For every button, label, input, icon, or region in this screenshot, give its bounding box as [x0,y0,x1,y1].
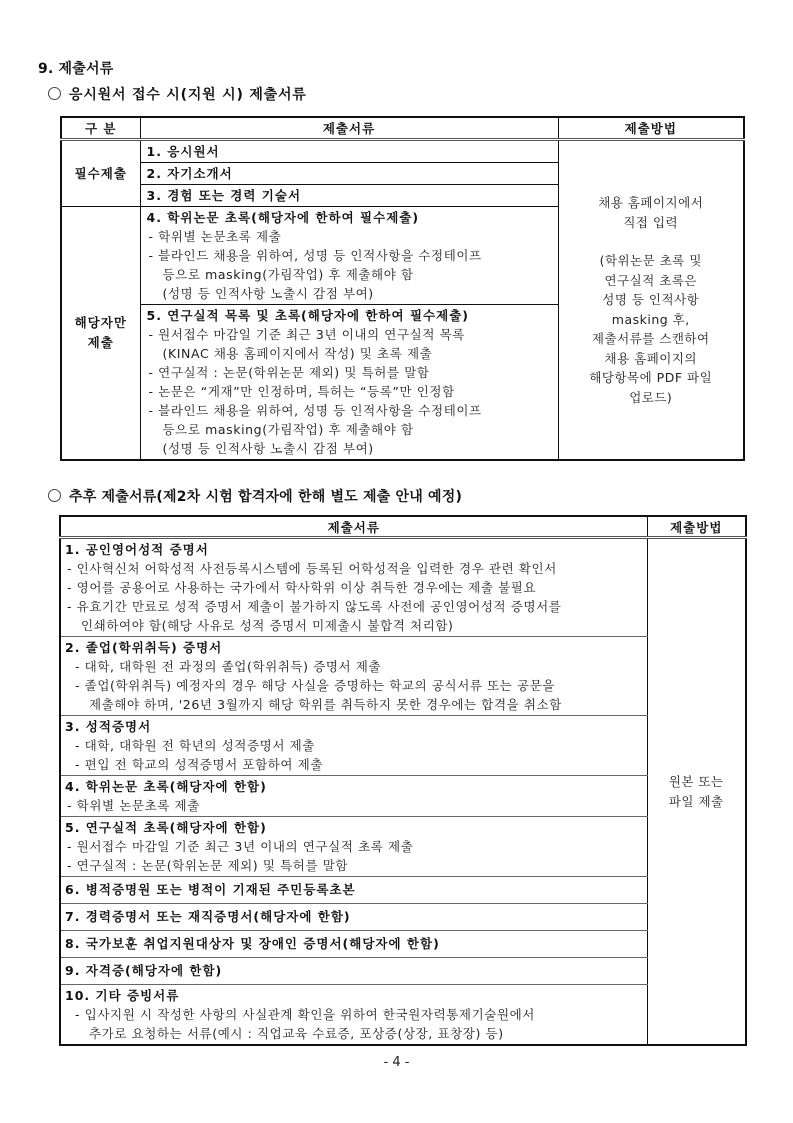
document-detail: - 학위별 논문초록 제출 [67,798,200,813]
document-title: 1. 응시원서 [146,144,220,159]
document-title: 10. 기타 증빙서류 [65,988,180,1003]
document-item [60,538,647,637]
submission-method [558,140,744,461]
circle-bullet-icon [48,87,61,100]
document-detail: 추가로 요청하는 서류(예시 : 직업교육 수료증, 포상증(상장, 표창장) 등) [89,1026,504,1041]
category-line: 해당자만 [74,315,127,330]
header-documents: 제출서류 [60,516,647,538]
method-line: 제출서류를 스캔하여 [591,331,710,346]
subsection-title: 응시원서 접수 시(지원 시) 제출서류 [69,87,307,103]
document-detail: - 영어를 공용어로 사용하는 국가에서 학사학위 이상 취득한 경우에는 제출 불필요 [67,580,537,595]
document-item [60,931,647,958]
table-row [60,904,746,931]
document-detail: - 블라인드 채용을 위하여, 성명 등 인적사항을 수정테이프 [148,248,482,263]
header-documents: 제출서류 [140,117,558,140]
header-category: 구 분 [61,117,140,140]
table-row [60,716,746,776]
document-title: 5. 연구실적 목록 및 초록(해당자에 한하여 필수제출) [146,308,469,323]
method-line: 파일 제출 [668,793,724,809]
document-item [60,637,647,716]
document-detail: - 블라인드 채용을 위하여, 성명 등 인적사항을 수정테이프 [148,403,482,418]
document-item [60,958,647,985]
document-item [60,904,647,931]
table-row [60,985,746,1046]
method-line: 성명 등 인적사항 [602,292,700,307]
submission-method [647,538,746,1046]
document-detail: (KINAC 채용 홈페이지에서 작성) 및 초록 제출 [162,346,433,361]
document-title: 4. 학위논문 초록(해당자에 한함) [65,779,267,794]
later-documents-table [59,515,747,1046]
document-detail: - 유효기간 만료로 성적 증명서 제출이 불가하지 않도록 사전에 공인영어성적 증명서를 [67,599,562,614]
category-line: 제출 [87,335,114,350]
document-detail: - 연구실적 : 논문(학위논문 제외) 및 특허를 말함 [148,365,430,380]
document-detail: 등으로 masking(가림작업) 후 제출해야 함 [162,422,414,437]
document-detail: - 편입 전 학교의 성적증명서 포함하여 제출 [75,757,324,772]
document-detail: 인쇄하여야 함(해당 사유로 성적 증명서 미제출시 불합격 처리함) [81,618,454,633]
document-item [140,305,558,461]
table-row [60,877,746,904]
circle-bullet-icon [48,489,61,502]
document-title: 3. 경험 또는 경력 기술서 [146,188,302,203]
subsection-heading-later [48,486,462,506]
document-item [60,985,647,1046]
document-detail: 제출해야 하며, '26년 3월까지 해당 학위를 취득하지 못한 경우에는 합격을 취소함 [89,697,562,712]
document-title: 5. 연구실적 초록(해당자에 한함) [65,820,267,835]
document-title: 1. 공인영어성적 증명서 [65,542,209,557]
category-required: 필수제출 [61,140,140,207]
table-row [60,776,746,817]
method-line: 업로드) [629,389,673,405]
header-method: 제출방법 [647,516,746,538]
document-item [60,817,647,877]
section-heading: 9. 제출서류 [38,61,114,77]
method-line: (학위논문 초록 및 [599,253,702,268]
method-line: 직접 입력 [623,214,679,230]
method-spacer [559,232,744,251]
method-line: masking 후, [611,311,690,327]
document-detail: - 논문은 “게재”만 인정하며, 특허는 “등록”만 인정함 [148,384,455,399]
document-detail: 등으로 masking(가림작업) 후 제출해야 함 [162,267,414,282]
method-line: 채용 홈페이지에서 [598,195,704,210]
document-detail: - 원서접수 마감일 기준 최근 3년 이내의 연구실적 목록 [148,327,465,342]
document-detail: - 연구실적 : 논문(학위논문 제외) 및 특허를 말함 [67,858,349,873]
document-item [140,207,558,305]
document-item [140,163,558,185]
document-item [60,716,647,776]
document-detail: (성명 등 인적사항 노출시 감점 부여) [162,286,374,301]
application-documents-table [60,116,745,461]
method-line: 원본 또는 [668,774,724,789]
document-title: 3. 성적증명서 [65,719,152,734]
page-number: - 4 - [383,1055,410,1070]
document-item [140,185,558,207]
method-line: 연구실적 초록은 [604,272,697,288]
document-title: 8. 국가보훈 취업지원대상자 및 장애인 증명서(해당자에 한함) [65,936,440,951]
document-detail: (성명 등 인적사항 노출시 감점 부여) [162,441,374,456]
method-line: 채용 홈페이지의 [604,350,697,366]
document-detail: - 원서접수 마감일 기준 최근 3년 이내의 연구실적 초록 제출 [67,839,414,854]
document-title: 4. 학위논문 초록(해당자에 한하여 필수제출) [146,210,420,225]
method-line: 해당항목에 PDF 파일 [589,370,713,385]
subsection-heading-application [48,84,307,104]
document-item [60,776,647,817]
table-row [60,637,746,716]
document-title: 6. 병적증명원 또는 병적이 기재된 주민등록초본 [65,882,356,897]
table-header-row [61,117,744,140]
document-detail: - 대학, 대학원 전 과정의 졸업(학위취득) 증명서 제출 [75,659,382,674]
header-method: 제출방법 [558,117,744,140]
document-title: 2. 졸업(학위취득) 증명서 [65,640,223,655]
document-detail: - 인사혁신처 어학성적 사전등록시스템에 등록된 어학성적을 입력한 경우 관련 확인서 [67,561,557,576]
table-row [60,538,746,637]
table-header-row [60,516,746,538]
document-title: 9. 자격증(해당자에 한함) [65,963,223,978]
document-title: 2. 자기소개서 [146,166,233,181]
table-row [60,958,746,985]
document-item [60,877,647,904]
document-item [140,140,558,163]
document-detail: - 졸업(학위취득) 예정자의 경우 해당 사실을 증명하는 학교의 공식서류 또는 공문을 [75,678,556,693]
table-row [60,817,746,877]
table-row [60,931,746,958]
category-conditional [61,207,140,461]
document-detail: - 학위별 논문초록 제출 [148,229,282,244]
document-detail: - 대학, 대학원 전 학년의 성적증명서 제출 [75,738,315,753]
document-title: 7. 경력증명서 또는 재직증명서(해당자에 한함) [65,909,351,924]
table-row [61,140,744,163]
document-detail: - 입사지원 시 작성한 사항의 사실관계 확인을 위하여 한국원자력통제기술원에서 [75,1007,535,1022]
subsection-title: 추후 제출서류(제2차 시험 합격자에 한해 별도 제출 안내 예정) [69,489,463,505]
